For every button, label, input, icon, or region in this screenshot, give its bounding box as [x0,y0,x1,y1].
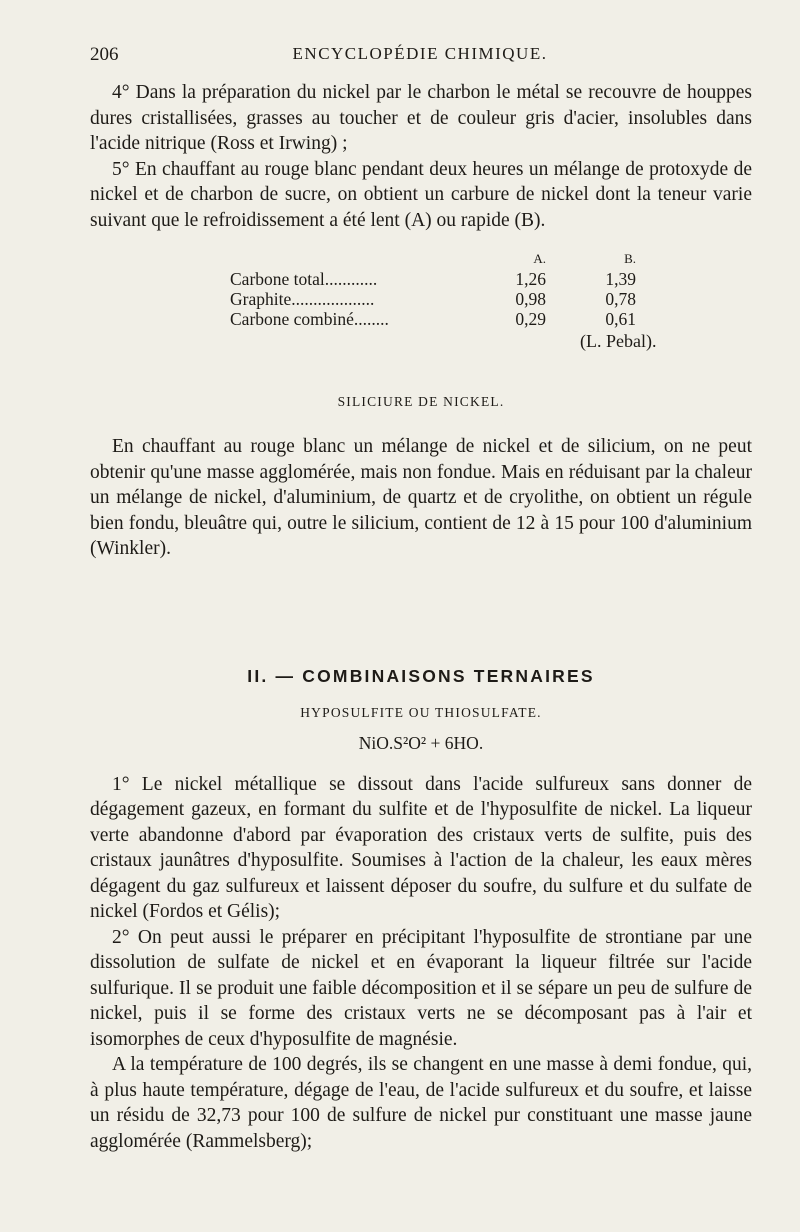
paragraph-4: 4° Dans la préparation du nickel par le charbon le métal se recouvre de houppes dures cristallisées, grasses au toucher et de couleur gris d'acier, insolubles dans l'acide nitrique (Ross et Irwing) ; [90,82,752,154]
section-title: II. — COMBINAISONS TERNAIRES [247,665,595,686]
value-a: 0,98 [515,289,546,309]
chemical-formula: NiO.S²O² + 6HO. [358,732,484,753]
page-body [90,80,752,1154]
row-label: Carbone total............ [230,269,378,289]
value-b: 0,61 [605,309,636,329]
row-label: Graphite................... [230,289,375,309]
siliciure-heading: SILICIURE DE NICKEL. [337,394,505,409]
column-b-header: B. [624,251,636,266]
table-row [230,289,636,309]
running-title: ENCYCLOPÉDIE CHIMIQUE. [292,44,548,63]
table-source: (L. Pebal). [580,331,657,351]
value-a: 0,29 [515,309,546,329]
column-a-header: A. [533,251,546,266]
carbon-table [230,249,636,329]
hyposulfite-heading: HYPOSULFITE OU THIOSULFATE. [300,704,542,720]
paragraph-5: 5° En chauffant au rouge blanc pendant deux heures un mélange de protoxyde de nickel et de charbon de sucre, on obtient un carbure de nickel dont la teneur varie suivant que le refroidissement a été lent (A) ou rapide (B). [90,158,752,231]
paragraph-2: 2° On peut aussi le préparer en précipitant l'hyposulfite de strontiane par une dissolution de sulfate de nickel et en évaporant la liqueur filtrée sur l'acide sulfurique. Il se produit une faible décomposition et il se sépare un peu de sulfure de nickel, puis il se forme des cristaux verts ne se décomposant pas à l'air et isomorphes de ceux d'hyposulfite de magnésie. [90,926,752,1050]
paragraph-1: 1° Le nickel métallique se dissout dans l'acide sulfureux sans donner de dégagement gazeux, en formant du sulfite et de l'hyposulfite de nickel. La liqueur verte abandonne d'abord par évaporation des cristaux verts de sulfite, puis des cristaux jaunâtres d'hyposulfite. Soumises à l'action de la chaleur, les eaux mères dégagent du gaz sulfureux et laissent déposer du soufre, du sulfure et du sulfate de nickel (Fordos et Gélis); [90,773,752,922]
page-header [90,44,750,70]
table-row [230,309,636,329]
paragraph-temperature: A la température de 100 degrés, ils se changent en une masse à demi fondue, qui, à plus haute température, dégage de l'eau, de l'acide sulfureux et du soufre, et laisse un résidu de 32,73 pour 100 de sulfure de nickel pur constituant une masse jaune agglomérée (Rammelsberg); [90,1054,752,1152]
table-row [230,269,636,289]
value-b: 0,78 [605,289,636,309]
value-a: 1,26 [515,269,546,289]
row-label: Carbone combiné........ [230,309,389,329]
siliciure-paragraph: En chauffant au rouge blanc un mélange de nickel et de silicium, on ne peut obtenir qu'une masse agglomérée, mais non fondue. Mais en réduisant par la chaleur un mélange de nickel, d'aluminium, de quartz et de cryolithe, on obtient un régule bien fondu, bleuâtre qui, outre le silicium, contient de 12 à 15 pour 100 d'aluminium (Winkler). [90,436,752,559]
page-number: 206 [90,44,119,65]
value-b: 1,39 [605,269,636,289]
carbon-table-header [230,249,636,269]
